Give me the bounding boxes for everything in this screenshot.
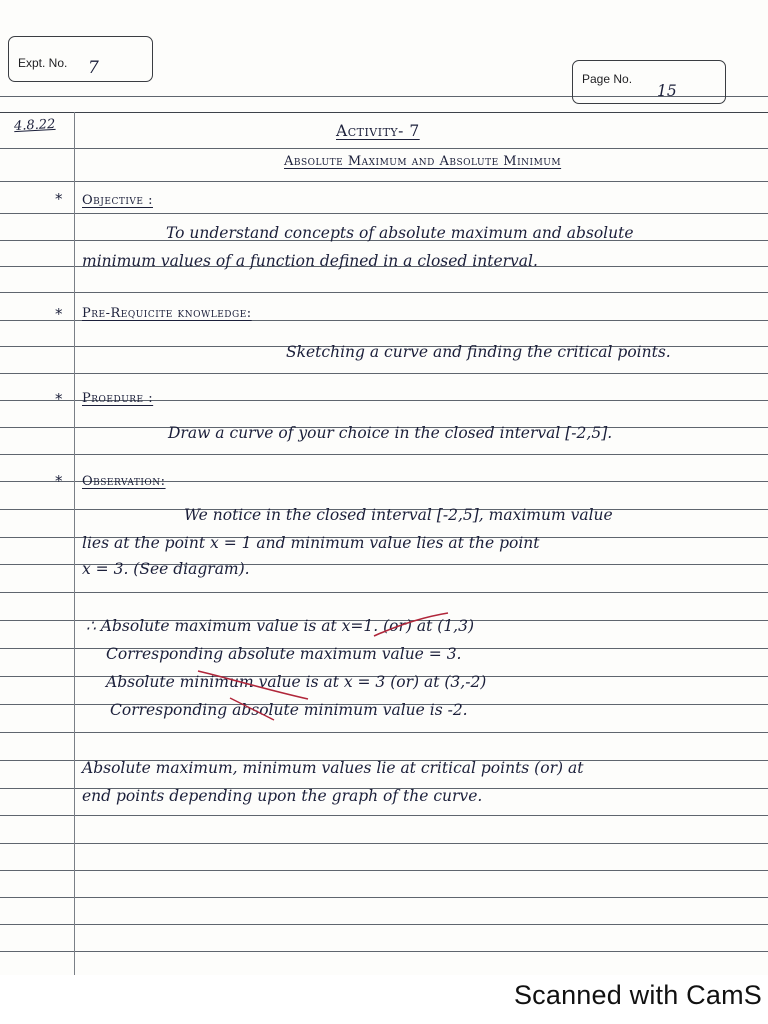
ruled-line	[0, 815, 768, 816]
conclusion-line-2: end points depending upon the graph of the curve.	[82, 787, 483, 805]
result-line-4: Corresponding absolute minimum value is -2.	[110, 701, 468, 719]
ruled-line	[0, 213, 768, 214]
ruled-line	[0, 951, 768, 952]
result-line-1: ∴ Absolute maximum value is at x=1. (or) at (1,3)	[86, 617, 475, 635]
procedure-heading: Proedure :	[82, 391, 154, 406]
observation-line-1: We notice in the closed interval [-2,5], maximum value	[184, 506, 613, 524]
ruled-line	[0, 454, 768, 455]
ruled-line	[0, 292, 768, 293]
observation-line-2: lies at the point x = 1 and minimum value lies at the point	[82, 534, 540, 552]
correction-strike-3	[228, 694, 278, 724]
ruled-line	[0, 897, 768, 898]
ruled-line	[0, 112, 768, 113]
ruled-line	[0, 924, 768, 925]
scanner-watermark: Scanned with CamS	[513, 980, 762, 1010]
procedure-line-1: Draw a curve of your choice in the closed interval [-2,5].	[168, 424, 613, 442]
ruled-line	[0, 148, 768, 149]
conclusion-line-1: Absolute maximum, minimum values lie at critical points (or) at	[82, 759, 584, 777]
prerequisite-heading: Pre-Requicite knowledge:	[82, 306, 252, 321]
ruled-line	[0, 843, 768, 844]
activity-subtitle: Absolute Maximum and Absolute Minimum	[284, 154, 562, 169]
page-no-label: Page No.	[582, 72, 633, 86]
margin-line	[74, 112, 75, 975]
observation-heading: Observation:	[82, 474, 166, 489]
page-no-value: 15	[657, 82, 677, 100]
ruled-line	[0, 870, 768, 871]
objective-line-2: minimum values of a function defined in a closed interval.	[82, 252, 538, 270]
result-line-3: Absolute minimum value is at x = 3 (or) at (3,-2)	[106, 673, 487, 691]
expt-no-value: 7	[88, 58, 99, 78]
observation-line-3: x = 3. (See diagram).	[82, 560, 250, 578]
entry-date: 4.8.22	[13, 116, 56, 135]
activity-title: Activity- 7	[336, 122, 420, 140]
bullet-star-icon: *	[55, 190, 63, 208]
correction-strike-1	[372, 610, 452, 640]
bullet-star-icon: *	[55, 390, 63, 408]
bullet-star-icon: *	[55, 472, 63, 490]
ruled-line	[0, 373, 768, 374]
expt-no-label: Expt. No.	[18, 56, 68, 70]
ruled-line	[0, 181, 768, 182]
ruled-line	[0, 592, 768, 593]
bullet-star-icon: *	[55, 305, 63, 323]
result-line-2: Corresponding absolute maximum value = 3.	[106, 645, 462, 663]
objective-heading: Objective :	[82, 193, 153, 208]
prerequisite-line-1: Sketching a curve and finding the critical points.	[286, 343, 671, 361]
objective-line-1: To understand concepts of absolute maximum and absolute	[166, 224, 634, 242]
ruled-line	[0, 732, 768, 733]
